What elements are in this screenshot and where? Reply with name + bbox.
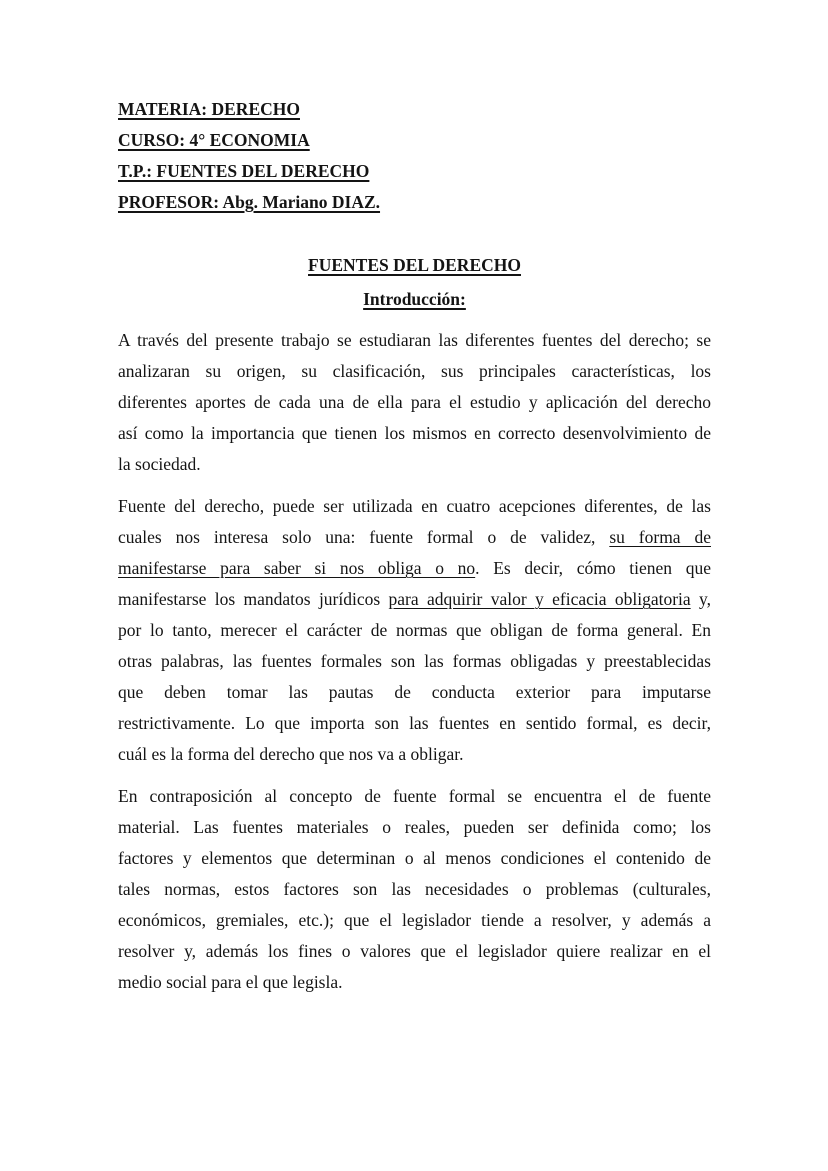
section-heading-introduccion: Introducción:	[363, 289, 466, 309]
text-line: En contraposición al concepto de fuente formal se encuentra el de fuente	[118, 786, 711, 806]
text-line	[118, 553, 711, 584]
text-segment: manifestarse los mandatos jurídicos	[118, 589, 389, 609]
text-line: la sociedad.	[118, 454, 201, 474]
text-segment: . Es decir, cómo tienen que	[475, 558, 711, 578]
underlined-text: su forma de	[609, 527, 711, 547]
text-line: económicos, gremiales, etc.); que el legislador tiende a resolver, y además a	[118, 910, 711, 930]
document-page	[118, 94, 711, 998]
header-profesor: PROFESOR: Abg. Mariano DIAZ.	[118, 192, 381, 212]
text-line: Fuente del derecho, puede ser utilizada en cuatro acepciones diferentes, de las	[118, 496, 711, 516]
text-line: A través del presente trabajo se estudiaran las diferentes fuentes del derecho; se	[118, 330, 711, 350]
paragraph-fuente-material	[118, 781, 711, 998]
text-line: factores y elementos que determinan o al menos condiciones el contenido de	[118, 848, 711, 868]
text-line: por lo tanto, merecer el carácter de normas que obligan de forma general. En	[118, 620, 711, 640]
underlined-text: manifestarse para saber si nos obliga o no	[118, 558, 476, 578]
text-line	[118, 584, 711, 615]
text-line: medio social para el que legisla.	[118, 972, 343, 992]
text-line	[118, 522, 711, 553]
header-materia: MATERIA: DERECHO	[118, 99, 300, 119]
text-line: que deben tomar las pautas de conducta exterior para imputarse	[118, 682, 711, 702]
text-line: diferentes aportes de cada una de ella para el estudio y aplicación del derecho	[118, 392, 711, 412]
text-line: restrictivamente. Lo que importa son las fuentes en sentido formal, es decir,	[118, 713, 711, 733]
text-line: analizaran su origen, su clasificación, sus principales características, los	[118, 361, 711, 381]
text-segment: y,	[690, 589, 711, 609]
header-curso: CURSO: 4° ECONOMIA	[118, 130, 310, 150]
document-title: FUENTES DEL DERECHO	[308, 255, 521, 275]
text-segment: cuales nos interesa solo una: fuente formal o de validez,	[118, 527, 610, 547]
paragraph-fuente-formal	[118, 491, 711, 770]
header-tp: T.P.: FUENTES DEL DERECHO	[118, 161, 370, 181]
paragraph-intro	[118, 325, 711, 480]
underlined-text: para adquirir valor y eficacia obligatoria	[388, 589, 691, 609]
text-line: cuál es la forma del derecho que nos va a obligar.	[118, 744, 464, 764]
text-line: así como la importancia que tienen los mismos en correcto desenvolvimiento de	[118, 423, 711, 443]
document-header	[118, 94, 711, 218]
text-line: resolver y, además los fines o valores que el legislador quiere realizar en el	[118, 941, 711, 961]
text-line: tales normas, estos factores son las necesidades o problemas (culturales,	[118, 879, 711, 899]
text-line: material. Las fuentes materiales o reales, pueden ser definida como; los	[118, 817, 711, 837]
text-line: otras palabras, las fuentes formales son las formas obligadas y preestablecidas	[118, 651, 711, 671]
